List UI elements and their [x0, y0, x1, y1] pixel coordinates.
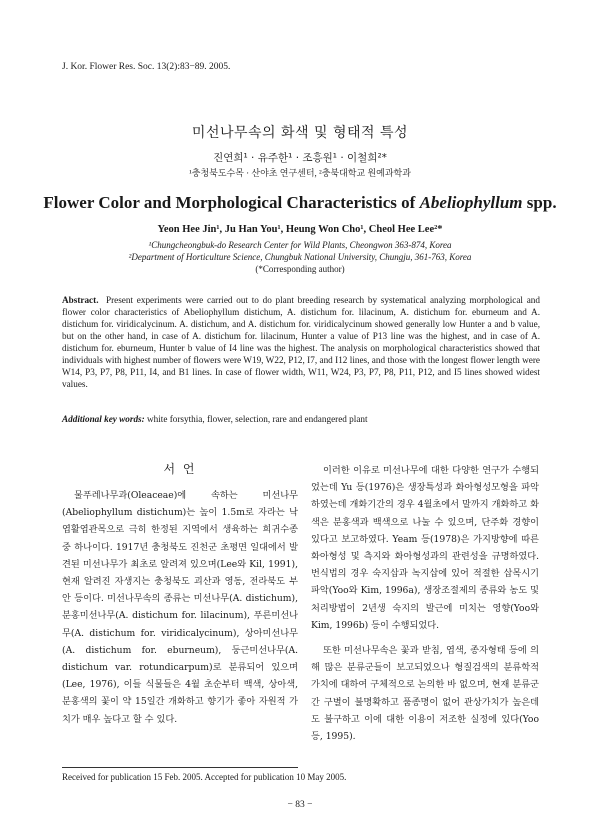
english-title-genus: Abeliophyllum	[419, 193, 523, 212]
korean-authors: 진연희¹ · 유주한¹ · 조흥원¹ · 이철희²*	[213, 152, 387, 164]
english-title-end: spp.	[522, 193, 557, 212]
corresponding-author-note: (*Corresponding author)	[255, 264, 345, 274]
korean-affiliations: ¹충청북도수목 · 산야초 연구센터, ²충북대학교 원예과학과	[189, 168, 411, 178]
affiliation-1: ¹Chungcheongbuk-do Research Center for Wild Plants, Cheongwon 363-874, Korea	[148, 240, 452, 250]
english-authors: Yeon Hee Jin¹, Ju Han You¹, Heung Won Cho¹, Cheol Hee Lee²*	[157, 224, 443, 235]
english-title	[0, 193, 600, 213]
korean-title: 미선나무속의 화색 및 형태적 특성	[191, 125, 409, 141]
abstract-text: Present experiments were carried out to do plant breeding research by systematical analyzing morphological and flower color characteristics of Abeliophyllum distichum, A. distichum for. lilacinum, A. distichum for. eburneum and A. distichum for. viridicalycinum. A. distichum, and A. distichum for. viridicalycinum showed generally low Hunter a and b value, but on the other hand, in case of A. distichum for. lilacinum, Hunter a value of P13 line was the highest, and in case of A. distichum for. eburneum, Hunter b value of I4 line was the highest. The analysis on morphological characteristics showed that individuals with highest number of flowers were W19, W22, P12, I7, and I12 lines, and those with the longest flower length were W14, P3, P7, P8, P11, I4, and B1 lines. In case of flower width, W11, W24, P3, P7, P8, P11, P12, and I5 lines showed widest values.	[62, 295, 540, 389]
left-column	[62, 487, 298, 728]
right-column	[311, 462, 539, 745]
section-heading-introduction: 서 언	[163, 462, 197, 476]
english-title-main: Flower Color and Morphological Characteristics of	[43, 193, 420, 212]
footnote-rule	[62, 767, 298, 768]
keywords	[62, 414, 540, 424]
keywords-label: Additional key words:	[62, 414, 145, 424]
intro-paragraph-1: 물푸레나무과(Oleaceae)에 속하는 미선나무(Abeliophyllum distichum)는 높이 1.5m로 자라는 낙엽활엽관목으로 극히 한정된 지역에서 생육하는 희귀수종 중 하나이다. 1917년 충청북도 진천군 초평면 일대에서 발견된 미선나무가 최초로 알려져 있으며(Lee와 Kil, 1991), 현재 알려진 자생지는 충청북도 괴산과 영동, 전라북도 부안 등이다. 미선나무속의 종류는 미선나무(A. distichum), 분홍미선나무(A. distichum for. lilacinum), 푸른미선나무(A. distichum for. viridicalycinum), 상아미선나무(A. distichum for. eburneum), 둥근미선나무(A. distichum var. rotundicarpum)로 분류되어 있으며(Lee, 1976), 이들 식물들은 4월 초순부터 백색, 상아색, 분홍색의 꽃이 약 15일간 개화하고 향기가 좋아 자원적 가치가 매우 높다고 할 수 있다.	[62, 490, 298, 725]
abstract	[62, 294, 540, 390]
keywords-text: white forsythia, flower, selection, rare and endangered plant	[144, 414, 368, 424]
affiliation-2: ²Department of Horticulture Science, Chungbuk National University, Chungju, 361-763, Korea	[128, 252, 472, 262]
page-number: − 83 −	[287, 800, 313, 810]
intro-paragraph-2: 이러한 이유로 미선나무에 대한 다양한 연구가 수행되었는데 Yu 등(1976)은 생장특성과 화아형성모형을 파악하였는데 개화기간의 경우 4월초에서 말까지 개화하고 화색은 분홍색과 백색으로 나눌 수 있으며, 단주화 경향이 있다고 보고하였다. Yeam 등(1978)은 가지방향에 따른 화아형성 및 측지와 화아형성과의 관련성을 규명하였다. 번식법의 경우 숙지삽과 녹지삽에 있어 적절한 삽목시기 파악(Yoo와 Kim, 1996a), 생장조절제의 종류와 농도 및 처리방법이 2년생 숙지의 발근에 미치는 영향(Yoo와 Kim, 1996b) 등이 수행되었다.	[311, 465, 539, 631]
abstract-label: Abstract.	[62, 295, 99, 305]
intro-paragraph-3: 또한 미선나무속은 꽃과 받침, 엽색, 종자형태 등에 의해 많은 분류군들이 보고되었으나 형질검색의 분류학적 가치에 대하여 구체적으로 논의한 바 없으며, 현재 분류군간 구별이 불명확하고 품종명이 없어 관상가치가 높은데도 불구하고 이에 대한 이용이 저조한 실정에 있다(Yoo 등, 1995).	[311, 645, 539, 743]
received-footnote: Received for publication 15 Feb. 2005. Accepted for publication 10 May 2005.	[62, 772, 347, 782]
journal-citation: J. Kor. Flower Res. Soc. 13(2):83−89. 2005.	[62, 62, 231, 72]
